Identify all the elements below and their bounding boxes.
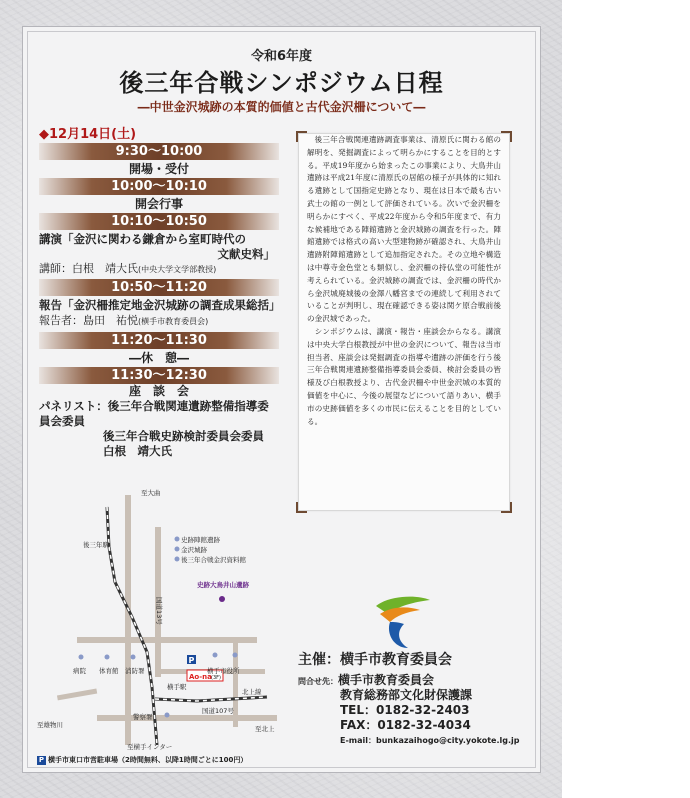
map-label: 体育館 xyxy=(99,667,119,675)
map-label: 後三年合戦金沢資料館 xyxy=(181,556,246,564)
schedule-item: 開場・受付 xyxy=(128,162,189,176)
map-label: 至北上 xyxy=(255,725,275,733)
contact-tel: TEL：0182-32-2403 xyxy=(340,703,470,717)
map-label: 後三年駅 xyxy=(83,541,109,549)
contact-block xyxy=(298,671,538,746)
map-marker xyxy=(175,557,180,562)
reporter xyxy=(39,313,279,329)
parking-text: 横手市東口市営駐車場（2時間無料、以降1時間ごとに100円） xyxy=(48,756,248,764)
map-marker xyxy=(175,537,180,542)
map-railway-dash xyxy=(107,507,157,745)
intro-paragraph-1: 後三年合戦関連遺跡調査事業は、清原氏に関わる館の解明を、発掘調査によって明らかにすることを目的とする。平成19年度から始まったこの事業により、大鳥井山遺跡は平成21年度に清原氏の居館の様子が具体的に知れる遺跡として国指定史跡となり、現在は日本で最も古い武士の館の一例として評価されている。次いで金沢柵を明らかにすべく、平成22年度から令和5年度まで、有力な候補地である陣館遺跡と金沢城跡の調査を行った。陣館遺跡では格式の高い大型建物跡が確認され、大鳥井山遺跡附陣館遺跡として追加指定された。その立地や構造は中尊寺金色堂とも類似し、金沢柵の持仏堂の可能性が考えられている。金沢城跡の調査では、金沢柵の時代から金沢城廃城後の金澤八幡宮までの連続して利用されていることが判明し、現在確認できる姿は関ケ原合戦前後の金沢城であった。 xyxy=(307,135,501,324)
access-map xyxy=(37,487,287,752)
map-label: 史跡大鳥井山遺跡 xyxy=(197,581,249,589)
corner-ornament xyxy=(501,502,512,513)
intro-paragraph-2: シンポジウムは、講演・報告・座談会からなる。講演は中央大学白根教授が中世の金沢について、報告は当市担当者、座談会は発掘調査の指導や遺跡の評価を行う後三年合戦関連遺跡整備指導委員会委員、検討会委員の皆様及び白根教授より、古代金沢柵や中世金沢城の本質的価値を中心に、今後の展望などについて語りあい、横手市の史跡価値を多くの市民に伝えることを目的としている。 xyxy=(307,326,501,426)
map-label: 至横手インター xyxy=(127,743,173,751)
event-year: 令和6年度 xyxy=(250,49,313,64)
parking-icon: P xyxy=(38,756,45,764)
lecturer xyxy=(39,261,279,277)
map-label: 北上線 xyxy=(242,688,262,696)
report-title: 報告「金沢柵推定地金沢城跡の調査成果総括」 xyxy=(39,298,281,312)
map-marker-otoriiyama xyxy=(219,596,225,602)
map-road xyxy=(77,637,257,643)
time-bar: 11:20～11:30 xyxy=(39,332,279,349)
map-parking-glyph: P xyxy=(188,656,195,665)
panelists-line2: 後三年合戦史跡検討委員会委員 xyxy=(103,429,264,443)
map-label: 横手市役所 xyxy=(207,667,240,675)
panelists-line3: 白根 靖大氏 xyxy=(103,444,172,458)
lecture-title-line1: 講演「金沢に関わる鎌倉から室町時代の xyxy=(39,232,246,246)
map-marker xyxy=(165,713,170,718)
contact-fax: FAX：0182-32-4034 xyxy=(340,718,471,732)
schedule-item: ―休 憩― xyxy=(128,351,189,365)
contact-label: 問合せ先： xyxy=(298,677,338,686)
corner-ornament xyxy=(296,502,307,513)
map-railway xyxy=(107,507,157,745)
contact-line xyxy=(298,671,538,688)
logo-blue-swoosh xyxy=(389,622,408,648)
map-marker xyxy=(213,653,218,658)
map-marker xyxy=(131,655,136,660)
map-label: 横手駅 xyxy=(167,683,187,691)
contact-email[interactable]: E-mail：bunkazaihogo@city.yokote.lg.jp xyxy=(340,736,520,745)
map-road-107 xyxy=(97,715,277,721)
corner-ornament xyxy=(501,131,512,142)
map-label: 病院 xyxy=(73,667,86,675)
time-bar: 9:30～10:00 xyxy=(39,143,279,160)
map-label: 国道107号 xyxy=(202,707,234,715)
parking-note xyxy=(37,755,247,765)
map-marker xyxy=(175,547,180,552)
lecturer-name: 講師：白根 靖大氏 xyxy=(39,262,138,275)
contact-dept: 教育総務部文化財保護課 xyxy=(340,688,473,702)
corner-ornament xyxy=(296,131,307,142)
event-title: 後三年合戦シンポジウム日程 xyxy=(119,68,444,97)
map-label: 警察署 xyxy=(133,713,153,721)
reporter-name: 報告者：島田 祐悦 xyxy=(39,314,138,327)
schedule xyxy=(39,143,279,459)
intro-textbox xyxy=(298,133,510,511)
map-label: 消防署 xyxy=(125,667,145,675)
map-road-13 xyxy=(125,495,131,745)
map-label: 国道13号 xyxy=(155,597,163,625)
organizer: 主催：横手市教育委員会 xyxy=(298,652,452,668)
panelists-line1: パネリスト：後三年合戦関連遺跡整備指導委員会委員 xyxy=(39,399,269,428)
map-label: 史跡陣館遺跡 xyxy=(181,536,220,544)
map-marker xyxy=(105,655,110,660)
yokote-city-logo xyxy=(368,592,438,652)
map-label: 至大曲 xyxy=(141,489,161,497)
flyer-frame xyxy=(22,26,541,773)
event-subtitle: ―中世金沢城跡の本質的価値と古代金沢柵について― xyxy=(137,100,426,114)
panel-title: 座 談 会 xyxy=(128,384,189,398)
map-marker xyxy=(79,655,84,660)
schedule-item: 開会行事 xyxy=(134,197,183,211)
map-aona-sub: (3F) xyxy=(211,675,221,681)
map-label: 至雄物川 xyxy=(37,721,63,729)
reporter-affiliation: (横手市教育委員会) xyxy=(138,317,209,326)
time-bar: 10:50～11:20 xyxy=(39,279,279,296)
time-bar: 10:00～10:10 xyxy=(39,178,279,195)
time-bar: 10:10～10:50 xyxy=(39,213,279,230)
map-marker xyxy=(233,653,238,658)
event-date: ◆12月14日(土) xyxy=(39,127,137,142)
map-aona-label: Ao-na xyxy=(189,673,212,681)
time-bar: 11:30～12:30 xyxy=(39,367,279,384)
map-label: 金沢城跡 xyxy=(181,546,207,554)
lecture-title-line2: 文献史料」 xyxy=(217,247,275,261)
contact-org: 横手市教育委員会 xyxy=(338,673,435,687)
map-road xyxy=(57,689,97,701)
lecturer-affiliation: (中央大学文学部教授) xyxy=(138,265,217,274)
